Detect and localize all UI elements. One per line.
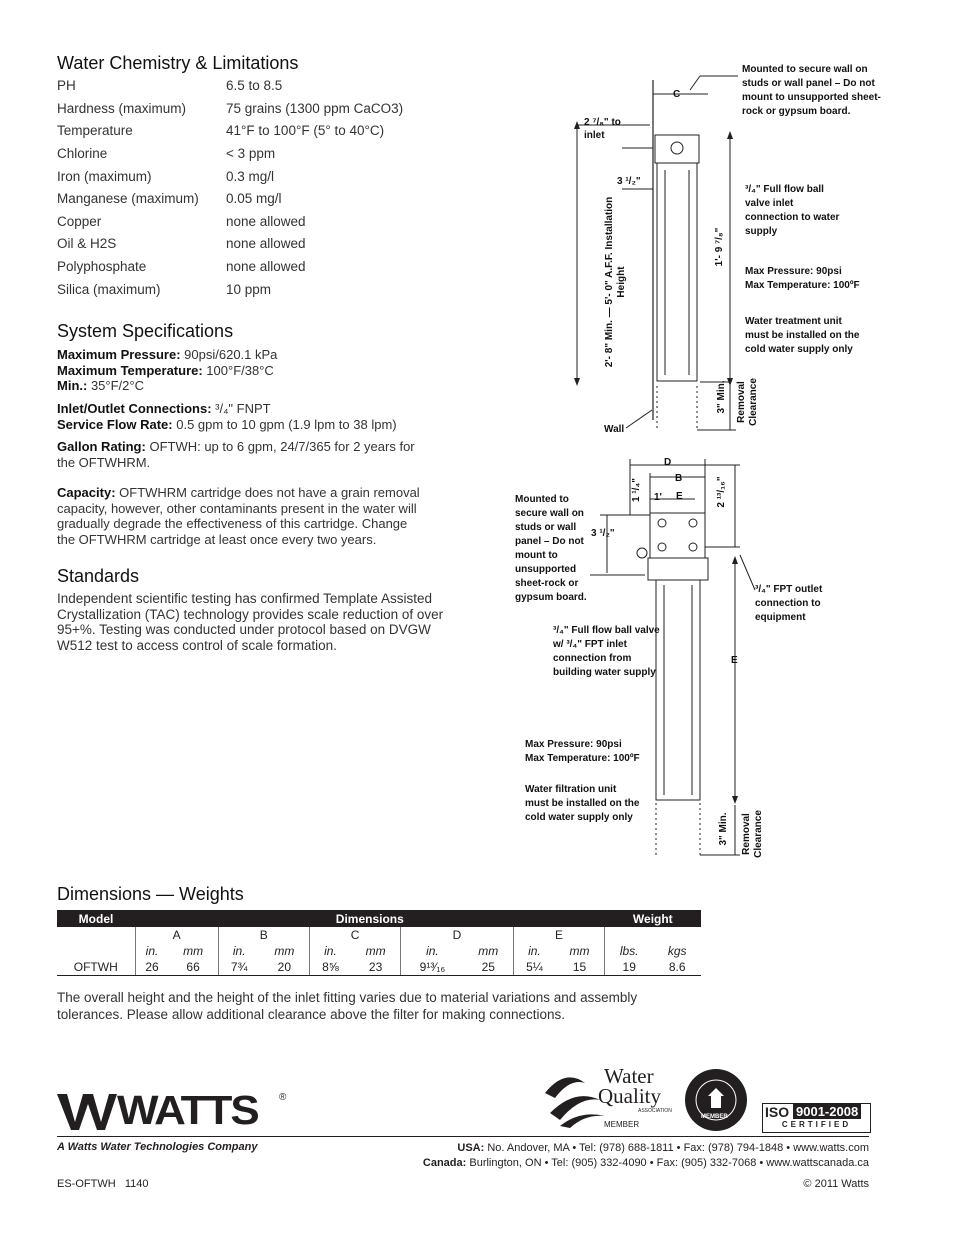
spec-value: 35°F/2°C — [87, 378, 144, 393]
bottom-three-half: 3 ¹/₂" — [591, 528, 615, 539]
value-cell: 7¾ — [218, 959, 260, 976]
top-wall: Wall — [604, 424, 625, 435]
chemistry-label: PH — [57, 78, 76, 93]
bottom-e-side: E — [731, 655, 738, 666]
spec-connection-block — [57, 401, 442, 432]
header-dimensions: Dimensions — [135, 910, 605, 927]
doc-code: ES-OFTWH 1140 — [57, 1178, 149, 1190]
chemistry-label: Manganese (maximum) — [57, 191, 199, 206]
dimensions-title: Dimensions — Weights — [57, 884, 244, 904]
spec-value: 90psi/620.1 kPa — [180, 347, 278, 362]
header-weight: Weight — [605, 910, 701, 927]
chemistry-value: none allowed — [226, 259, 306, 274]
spec-pressure-block — [57, 347, 442, 394]
chemistry-value: none allowed — [226, 236, 306, 251]
model-cell: OFTWH — [57, 959, 135, 976]
spec-max-pressure — [57, 347, 442, 363]
top-ball-valve: ³/₄" Full flow ball valve inlet connection to water supply — [745, 184, 840, 237]
letter-c: C — [309, 927, 400, 943]
blank-cell — [57, 943, 135, 959]
wqa-logo — [540, 1066, 680, 1132]
bottom-mount-note: Mounted to secure wall on studs or wall panel – Do not mount to unsupported sheet-rock or gypsum board. — [515, 494, 587, 603]
mounting-plate — [650, 513, 705, 558]
watts-logo — [57, 1088, 289, 1134]
unit-cell: in. — [401, 943, 464, 959]
spec-max-temp — [57, 363, 442, 379]
filter-head — [655, 135, 699, 163]
dimensions-note: The overall height and the height of the inlet fitting varies due to material variations and assembly tolerances. Please allow additional clearance above the filter for making connections. — [57, 990, 638, 1022]
spec-label: Gallon Rating: — [57, 439, 146, 454]
unit-cell: in. — [309, 943, 351, 959]
spec-label: Capacity: — [57, 485, 116, 500]
spec-value: ³/₄" FNPT — [211, 401, 271, 416]
footer-divider — [57, 1136, 869, 1137]
value-cell: 66 — [169, 959, 219, 976]
inlet-valve — [637, 548, 647, 558]
bottom-d-label: D — [664, 457, 672, 468]
filter-head — [648, 558, 708, 580]
top-height-dim: 1'- 9 ⁷/₈" — [714, 227, 725, 267]
chemistry-label: Temperature — [57, 123, 133, 138]
unit-cell: in. — [135, 943, 169, 959]
contact-canada — [423, 1157, 869, 1169]
copyright: © 2011 Watts — [803, 1178, 869, 1190]
usgbc-seal-icon — [684, 1068, 748, 1132]
blank-cell — [57, 927, 135, 943]
unit-cell: in. — [513, 943, 555, 959]
chemistry-label: Hardness (maximum) — [57, 101, 187, 116]
spec-value: OFTWH: up to 6 gpm, 24/7/365 for 2 years for the OFTWHRM. — [57, 439, 415, 470]
unit-cell: mm — [478, 944, 499, 958]
filter-housing — [657, 163, 697, 381]
spec-capacity — [57, 485, 427, 547]
value-cell: 8.6 — [653, 959, 701, 976]
chemistry-label: Copper — [57, 214, 102, 229]
wqa-assoc: ASSOCIATION — [638, 1108, 672, 1114]
top-install-height: 2'- 8" Min. — 5'- 0" A.F.F. Installation Height — [604, 196, 627, 368]
spec-min — [57, 378, 442, 394]
registered-mark: ® — [279, 1092, 287, 1103]
wqa-line2: Quality — [598, 1084, 661, 1108]
chemistry-value: 0.05 mg/l — [226, 191, 282, 206]
standards-text: Independent scientific testing has confirmed Template Assisted Crystallization (TAC) technology provides scale reduction of over 95+%. Testing was conducted under protocol based on DVGW W512 test to access control of scale formation. — [57, 591, 444, 653]
chemistry-label: Silica (maximum) — [57, 282, 161, 297]
watts-logo-text: WATTS — [117, 1088, 258, 1134]
usgbc-seal — [684, 1068, 748, 1132]
value-cell: 25 — [464, 959, 514, 976]
chemistry-value: 75 grains (1300 ppm CaCO3) — [226, 101, 404, 116]
chemistry-label: Iron (maximum) — [57, 169, 152, 184]
table-row — [57, 959, 701, 976]
letter-e: E — [513, 927, 604, 943]
chemistry-value: < 3 ppm — [226, 146, 276, 161]
top-max-pressure: Max Pressure: 90psi — [745, 266, 842, 277]
spec-label: Maximum Pressure: — [57, 347, 181, 362]
bottom-ball-valve: ³/₄" Full flow ball valve w/ ³/₄" FPT inlet connection from building water supply — [553, 625, 660, 678]
chemistry-value: 6.5 to 8.5 — [226, 78, 283, 93]
contact-canada-text: Burlington, ON • Tel: (905) 332-4090 • Fax: (905) 332-7068 • www.wattscanada.ca — [466, 1157, 869, 1169]
unit-cell: lbs. — [605, 943, 654, 959]
bottom-e-label: E — [676, 491, 683, 502]
spec-inlet — [57, 401, 442, 417]
unit-cell: kgs — [667, 944, 687, 958]
tagline: A Watts Water Technologies Company — [57, 1141, 258, 1153]
spec-flow — [57, 417, 442, 433]
letter-b: B — [218, 927, 309, 943]
usgbc-member-text: MEMBER — [701, 1114, 728, 1120]
filter-housing — [656, 580, 700, 800]
wqa-member: MEMBER — [604, 1120, 640, 1129]
bottom-one-ft: 1' — [654, 492, 662, 503]
value-cell: 9¹³⁄₁₆ — [401, 959, 464, 976]
letter-a: A — [135, 927, 218, 943]
iso-certified: CERTIFIED — [781, 1120, 852, 1129]
unit-cell: mm — [569, 944, 590, 958]
value-cell: 20 — [260, 959, 310, 976]
chemistry-value: 0.3 mg/l — [226, 169, 275, 184]
value-cell: 15 — [555, 959, 605, 976]
spec-label: Inlet/Outlet Connections: — [57, 401, 212, 416]
contact-usa-label: USA: — [457, 1142, 485, 1154]
bottom-two-13: 2 ¹³/₁₆" — [716, 476, 727, 508]
spec-label: Min.: — [57, 378, 88, 393]
inlet-fitting — [671, 142, 683, 154]
contact-usa — [457, 1142, 869, 1154]
iso-badge — [762, 1103, 871, 1133]
chemistry-value: 41°F to 100°F (5° to 40°C) — [226, 123, 385, 138]
value-cell: 23 — [351, 959, 401, 976]
watts-w-mark-icon — [57, 1092, 117, 1132]
chemistry-label: Chlorine — [57, 146, 108, 161]
spec-value: 0.5 gpm to 10 gpm (1.9 lpm to 38 lpm) — [172, 416, 397, 432]
top-to-inlet: 2 ⁷/₈" to inlet — [584, 117, 621, 141]
spec-gallon — [57, 439, 427, 470]
contact-canada-label: Canada: — [422, 1157, 467, 1169]
wqa-line1: Water — [604, 1064, 654, 1088]
chemistry-value: 10 ppm — [226, 282, 272, 297]
bottom-min-3: 3" Min. — [718, 812, 729, 846]
bottom-max-pressure: Max Pressure: 90psi — [525, 739, 622, 750]
top-three-half: 3 ¹/₂" — [617, 176, 641, 187]
standards-title: Standards — [57, 566, 140, 586]
bottom-one-quarter: 1 ¹/₄" — [631, 478, 642, 502]
spec-label: Service Flow Rate: — [57, 416, 173, 432]
top-c-label: C — [673, 89, 681, 100]
chemistry-label: Polyphosphate — [57, 259, 147, 274]
value-cell: 26 — [135, 959, 169, 976]
top-min-3: 3" Min. — [716, 380, 727, 414]
bottom-cold-water: Water filtration unit must be installed on the cold water supply only — [525, 784, 640, 823]
blank-weight — [605, 927, 701, 943]
unit-cell: mm — [274, 944, 295, 958]
top-max-temp: Max Temperature: 100ºF — [745, 280, 860, 291]
value-cell: 19 — [605, 959, 654, 976]
bottom-b-label: B — [675, 473, 683, 484]
value-cell: 8⅝ — [309, 959, 351, 976]
bottom-max-temp: Max Temperature: 100ºF — [525, 753, 640, 764]
bottom-outlet: ³/₄" FPT outlet connection to equipment — [755, 584, 823, 623]
spec-value: 100°F/38°C — [202, 362, 274, 378]
spec-value: OFTWHRM cartridge does not have a grain removal capacity, however, other contaminants present in the water will gradually degrade the effectiveness of this cartridge. Change the OFTWHRM cartridge at least once every two years. — [57, 485, 420, 547]
unit-cell: in. — [218, 943, 260, 959]
iso-number: 9001-2008 — [793, 1104, 861, 1119]
spec-label: Maximum Temperature: — [57, 362, 203, 378]
top-mount-note: Mounted to secure wall on studs or wall panel – Do not mount to unsupported sheet-rock or gypsum board. — [742, 64, 881, 117]
chemistry-title: Water Chemistry & Limitations — [57, 53, 299, 73]
top-cold-water: Water treatment unit must be installed on the cold water supply only — [745, 316, 860, 355]
bottom-removal: Removal Clearance — [741, 810, 764, 858]
chemistry-value: none allowed — [226, 214, 306, 229]
chemistry-label: Oil & H2S — [57, 236, 117, 251]
system-title: System Specifications — [57, 321, 234, 341]
header-model: Model — [57, 910, 135, 927]
unit-cell: mm — [183, 944, 204, 958]
contact-usa-text: No. Andover, MA • Tel: (978) 688-1811 • Fax: (978) 794-1848 • www.watts.com — [484, 1142, 869, 1154]
top-removal: Removal Clearance — [736, 378, 759, 426]
iso-prefix: ISO — [765, 1104, 790, 1120]
value-cell: 5¼ — [513, 959, 555, 976]
letter-d: D — [401, 927, 514, 943]
dimensions-table — [57, 910, 701, 976]
unit-cell: mm — [365, 944, 386, 958]
